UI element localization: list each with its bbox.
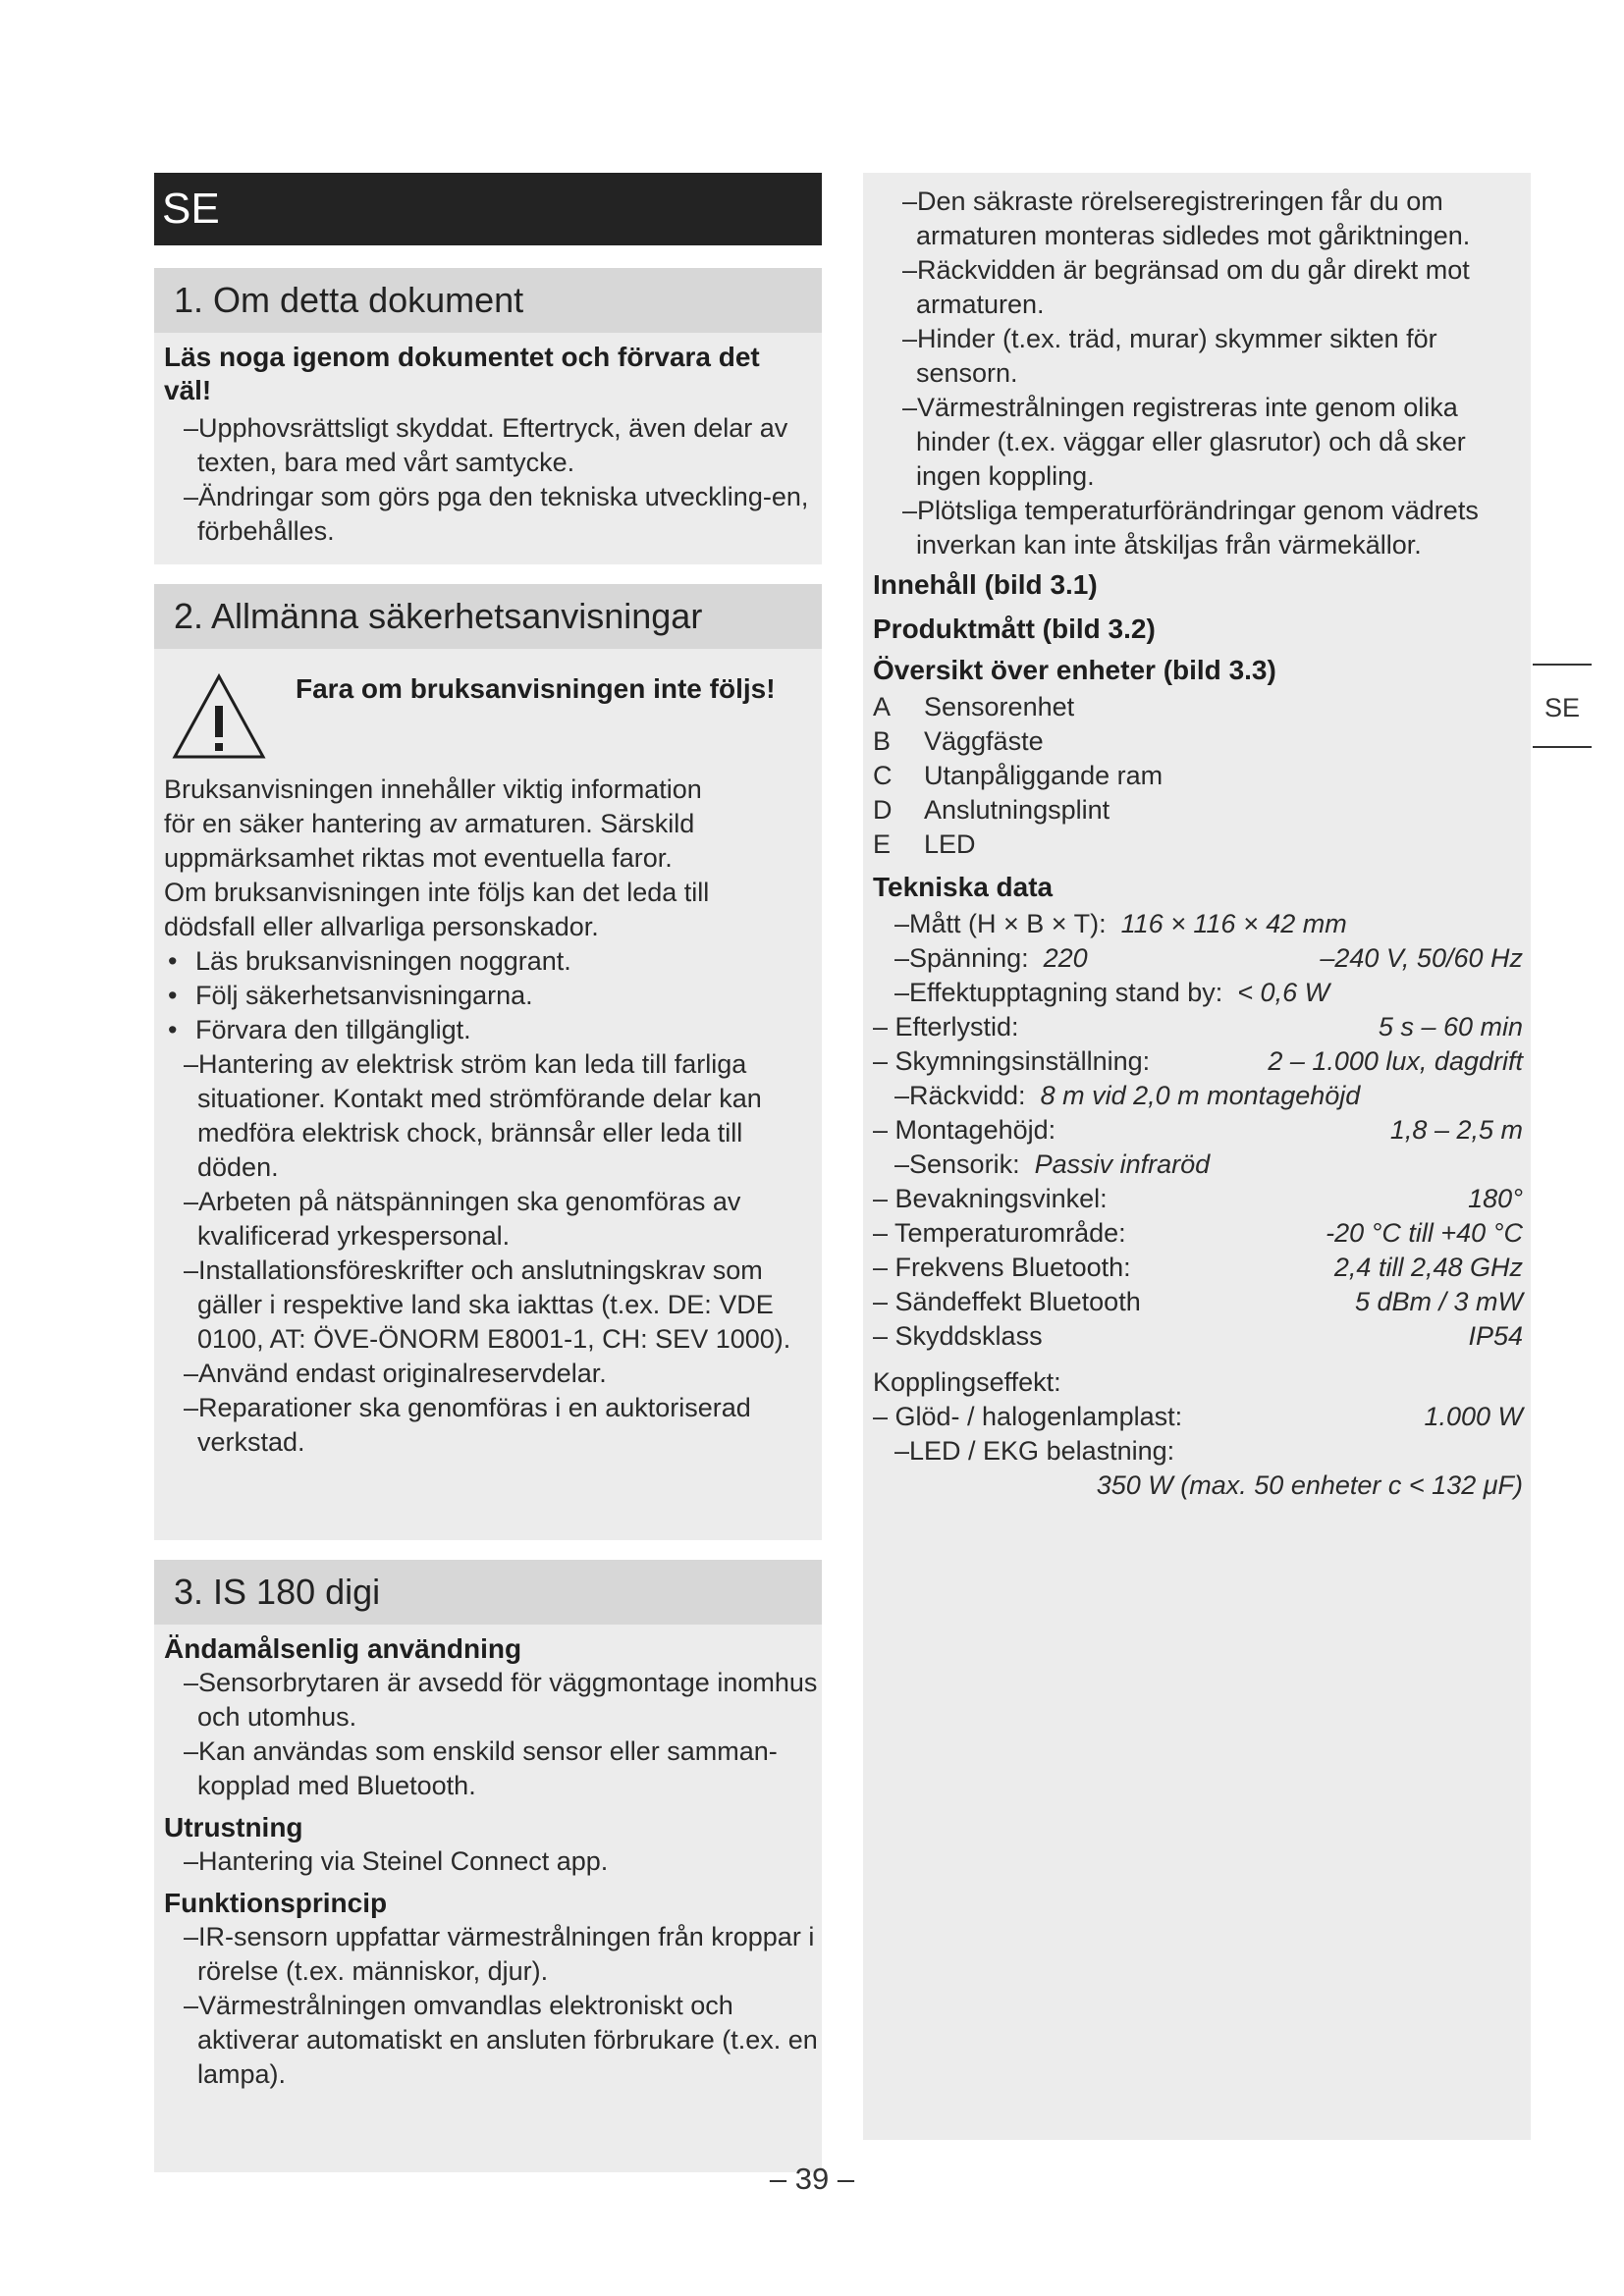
list-item: –Upphovsrättsligt skyddat. Eftertryck, även delar av texten, bara med vårt samtycke. bbox=[184, 413, 788, 477]
intro-line: dödsfall eller allvarliga personskador. bbox=[164, 912, 599, 941]
tech-data-heading: Tekniska data bbox=[873, 872, 1054, 902]
section-2-title: 2. Allmänna säkerhetsanvisningar bbox=[154, 584, 822, 649]
list-item: –Hantering av elektrisk ström kan leda till farliga situationer. Kontakt med strömförande delar kan medföra elektrisk chock, brännsår eller leda till döden. bbox=[184, 1049, 762, 1182]
spec-twilight: – Skymningsinställning: 2 – 1.000 lux, dagdrift bbox=[873, 1046, 1523, 1076]
bullet-item: • Följ säkerhetsanvisningarna. bbox=[154, 979, 822, 1013]
list-item: –Hantering via Steinel Connect app. bbox=[184, 1846, 609, 1876]
page-number: – 39 – bbox=[769, 2162, 855, 2196]
dimensions-heading: Produktmått (bild 3.2) bbox=[873, 614, 1156, 644]
spec-angle: – Bevakningsvinkel: 180° bbox=[873, 1184, 1523, 1213]
switching-heading: Kopplingseffekt: bbox=[873, 1367, 1061, 1397]
language-side-tab: SE bbox=[1533, 664, 1592, 748]
component-row: A Sensorenhet bbox=[873, 692, 1075, 721]
left-column bbox=[154, 268, 822, 2192]
section-1-title: 1. Om detta dokument bbox=[154, 268, 822, 333]
spec-voltage: –Spänning: 220 –240 V, 50/60 Hz bbox=[894, 943, 1523, 973]
list-item: –Sensorbrytaren är avsedd för väggmontage inomhus och utomhus. bbox=[184, 1668, 818, 1732]
list-item: –IR-sensorn uppfattar värmestrålningen från kroppar i rörelse (t.ex. människor, djur). bbox=[184, 1922, 815, 1986]
spec-sensor: –Sensorik: Passiv infraröd bbox=[894, 1149, 1211, 1179]
spec-tx-power: – Sändeffekt Bluetooth 5 dBm / 3 mW bbox=[873, 1287, 1523, 1316]
section-3-title: 3. IS 180 digi bbox=[154, 1560, 822, 1625]
list-item: –Arbeten på nätspänningen ska genomföras av kvalificerad yrkespersonal. bbox=[184, 1187, 741, 1251]
right-column bbox=[863, 173, 1531, 2140]
spec-standby: –Effektupptagning stand by: < 0,6 W bbox=[894, 978, 1330, 1007]
list-item: –Räckvidden är begränsad om du går direkt mot armaturen. bbox=[902, 255, 1470, 319]
intro-line: Om bruksanvisningen inte följs kan det leda till bbox=[164, 878, 710, 907]
bullet-item: • Läs bruksanvisningen noggrant. bbox=[154, 944, 822, 979]
list-item: –Kan användas som enskild sensor eller samman-kopplad med Bluetooth. bbox=[184, 1736, 778, 1800]
component-row: C Utanpåliggande ram bbox=[873, 761, 1164, 790]
spec-range: –Räckvidd: 8 m vid 2,0 m montagehöjd bbox=[894, 1081, 1361, 1110]
list-item: –Plötsliga temperaturförändringar genom vädrets inverkan kan inte åtskiljas från värmekällor. bbox=[902, 496, 1479, 560]
list-item: –Reparationer ska genomföras i en auktoriserad verkstad. bbox=[184, 1393, 751, 1457]
list-item: –Använd endast originalreservdelar. bbox=[184, 1359, 607, 1388]
warning-triangle-icon bbox=[172, 672, 266, 761]
warning-text: Fara om bruksanvisningen inte följs! bbox=[296, 673, 776, 704]
language-header: SE bbox=[154, 173, 822, 245]
list-item: –Ändringar som görs pga den tekniska utveckling-en, förbehålles. bbox=[184, 482, 809, 546]
spec-led-load-value: 350 W (max. 50 enheter c < 132 μF) bbox=[1096, 1470, 1523, 1500]
overview-heading: Översikt över enheter (bild 3.3) bbox=[873, 655, 1276, 685]
intro-line: för en säker hantering av armaturen. Särskild bbox=[164, 809, 695, 838]
equipment-title: Utrustning bbox=[164, 1812, 303, 1842]
spec-afterrun: – Efterlystid: 5 s – 60 min bbox=[873, 1012, 1523, 1041]
section-1-subtitle: Läs noga igenom dokumentet och förvara det väl! bbox=[164, 342, 760, 405]
intro-line: uppmärksamhet riktas mot eventuella faror. bbox=[164, 843, 673, 873]
list-item: –Hinder (t.ex. träd, murar) skymmer sikten för sensorn. bbox=[902, 324, 1437, 388]
use-title: Ändamålsenlig användning bbox=[164, 1633, 522, 1664]
spec-size: –Mått (H × B × T): 116 × 116 × 42 mm bbox=[894, 909, 1347, 938]
section-1 bbox=[154, 268, 822, 564]
spec-led-load: –LED / EKG belastning: bbox=[894, 1436, 1175, 1466]
intro-line: Bruksanvisningen innehåller viktig information bbox=[164, 774, 702, 804]
list-item: –Den säkraste rörelseregistreringen får du om armaturen monteras sidledes mot gåriktningen. bbox=[902, 187, 1471, 250]
section-3 bbox=[154, 1560, 822, 2172]
spec-ip: – Skyddsklass IP54 bbox=[873, 1321, 1523, 1351]
spec-temp: – Temperaturområde: -20 °C till +40 °C bbox=[873, 1218, 1523, 1248]
section-2 bbox=[154, 584, 822, 1540]
component-row: E LED bbox=[873, 829, 976, 859]
spec-frequency: – Frekvens Bluetooth: 2,4 till 2,48 GHz bbox=[873, 1253, 1523, 1282]
contents-heading: Innehåll (bild 3.1) bbox=[873, 569, 1098, 600]
component-row: B Väggfäste bbox=[873, 726, 1044, 756]
list-item: –Installationsföreskrifter och anslutningskrav som gäller i respektive land ska iakttas (t.ex. DE: VDE 0100, AT: ÖVE-ÖNORM E8001-1, CH: SEV 1000). bbox=[184, 1255, 791, 1354]
list-item: –Värmestrålningen omvandlas elektroniskt och aktiverar automatiskt en ansluten förbrukare (t.ex. en lampa). bbox=[184, 1991, 818, 2089]
component-row: D Anslutningsplint bbox=[873, 795, 1110, 825]
list-item: –Värmestrålningen registreras inte genom olika hinder (t.ex. väggar eller glasrutor) och då sker ingen koppling. bbox=[902, 393, 1466, 491]
spec-height: – Montagehöjd: 1,8 – 2,5 m bbox=[873, 1115, 1523, 1145]
bullet-item: • Förvara den tillgängligt. bbox=[154, 1013, 822, 1047]
spec-glow-load: – Glöd- / halogenlamplast: 1.000 W bbox=[873, 1402, 1523, 1431]
warning-row bbox=[154, 649, 822, 771]
function-title: Funktionsprincip bbox=[164, 1888, 388, 1918]
